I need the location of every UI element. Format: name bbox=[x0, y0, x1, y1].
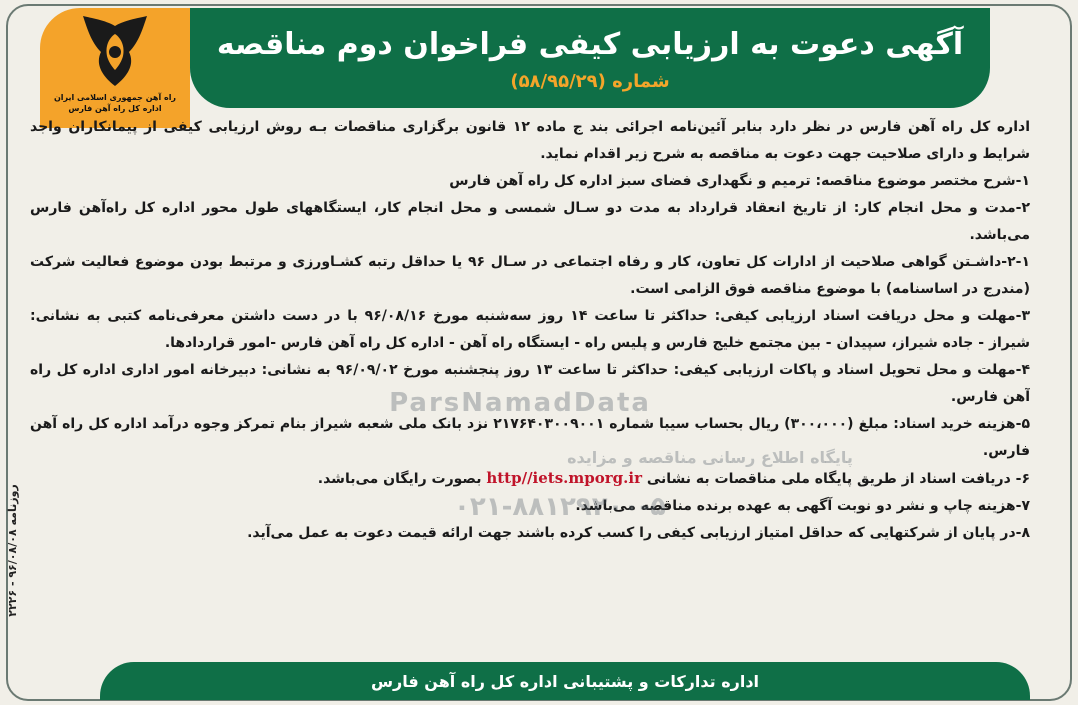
item-3-heading: ۳-مهلت و محل دریافت اسناد ارزیابی کیفی: bbox=[714, 308, 1030, 324]
notice-footer bbox=[100, 662, 1030, 700]
item-7: ۷-هزینه چاپ و نشر دو نوبت آگهی به عهده برنده مناقصه می‌باشد. bbox=[575, 498, 1030, 514]
tender-portal-link[interactable]: http//iets.mporg.ir bbox=[486, 469, 642, 487]
org-name-line2: اداره کل راه آهن فارس bbox=[68, 104, 162, 113]
item-4-text: حداکثر تا ساعت ۱۳ روز پنجشنبه مورخ ۹۶/۰۹/۰۲ به نشانی: دبیرخانه امور اداری اداره کل راه آهن فارس. bbox=[30, 362, 1030, 405]
footer-text: اداره تدارکات و پشتیبانی اداره کل راه آهن فارس bbox=[370, 671, 760, 691]
railway-emblem-icon bbox=[75, 12, 155, 92]
item-1 bbox=[30, 168, 1030, 195]
item-2 bbox=[30, 195, 1030, 249]
railway-logo-box bbox=[40, 8, 190, 128]
watermark-site: پایگاه اطلاع رسانی مناقصه و مزایده bbox=[567, 448, 853, 467]
notice-header bbox=[190, 8, 990, 108]
item-5-heading: ۵-هزینه خرید اسناد: bbox=[893, 416, 1030, 432]
intro-paragraph bbox=[30, 114, 1030, 168]
item-3 bbox=[30, 303, 1030, 357]
notice-title: آگهی دعوت به ارزیابی کیفی فراخوان دوم مناقصه bbox=[216, 26, 964, 62]
item-1-text: ترمیم و نگهداری فضای سبز اداره کل راه آهن فارس bbox=[449, 173, 816, 189]
item-8: ۸-در پایان از شرکتهایی که حداقل امتیاز ارزیابی کیفی را کسب کرده باشند جهت ارائه قیمت دعوت به عمل می‌آید. bbox=[247, 525, 1030, 541]
item-6 bbox=[30, 465, 1030, 493]
org-name-line1: راه آهن جمهوری اسلامی ایران bbox=[53, 93, 177, 102]
notice-number: شماره (۵۸/۹۵/۲۹) bbox=[510, 70, 670, 92]
item-2-heading: ۲-مدت و محل انجام کار: bbox=[853, 200, 1030, 216]
watermark-phone: ۰۲۱-۸۸۱۲۹۲۰۰-۵ bbox=[453, 492, 666, 522]
side-publication-text: روزنامه ۹۶/۰۸/۰۸ - ۲۲۲۶ bbox=[5, 483, 19, 617]
item-1-heading: ۱-شرح مختصر موضوع مناقصه: bbox=[815, 173, 1030, 189]
intro-text: در نظر دارد بنابر آئین‌نامه اجرائی بند ج ماده ۱۲ قانون برگزاری مناقصات بـه روش ارزیابی کیفی از پیمانکاران واجد شرایط و دارای صلاحیت جهت دعوت به مناقصه به شرح زیر اقدام نماید. bbox=[30, 119, 1030, 162]
item-6-post: بصورت رایگان می‌باشد. bbox=[317, 471, 487, 487]
item-4-heading: ۴-مهلت و محل تحویل اسناد و پاکات ارزیابی کیفی: bbox=[673, 362, 1030, 378]
item-3-text: حداکثر تا ساعت ۱۴ روز سه‌شنبه مورخ ۹۶/۰۸/۱۶ با در دست داشتن معرفی‌نامه کتبی به نشانی: شیراز - جاده شیراز، سپیدان - بین مجتمع خلیج فارس و پلیس راه - ایستگاه راه آهن - اداره کل راه آهن فارس -امور قراردادها. bbox=[30, 308, 1030, 351]
item-5-text: مبلغ (۳۰۰،۰۰۰) ریال بحساب سیبا شماره ۲۱۷۶۴۰۳۰۰۹۰۰۱ نزد بانک ملی شعبه شیراز بنام تمرکز وجوه درآمد اداره کل راه آهن فارس. bbox=[30, 416, 1030, 459]
item-2-text: از تاریخ انعقاد قرارداد به مدت دو سـال شمسی و محل انجام کار، ایستگاههای طول محور اداره کل راه‌آهن فارس می‌باشد. bbox=[30, 200, 1030, 243]
item-6-pre: ۶- دریافت اسناد از طریق پایگاه ملی مناقصات به نشانی bbox=[641, 471, 1030, 487]
side-publication-info bbox=[2, 420, 22, 680]
item-2-1: ۲-۱-داشـتن گواهی صلاحیت از ادارات کل تعاون، کار و رفاه اجتماعی در سـال ۹۶ یا حداقل رتبه کشـاورزی و مرتبط بودن موضوع فعالیت شرکت (مندرج در اساسنامه) با موضوع مناقصه فوق الزامی است. bbox=[30, 254, 1030, 297]
watermark-brand: ParsNamadData bbox=[389, 388, 651, 418]
intro-bold: اداره کل راه آهن فارس bbox=[859, 119, 1030, 135]
notice-body bbox=[30, 114, 1030, 654]
